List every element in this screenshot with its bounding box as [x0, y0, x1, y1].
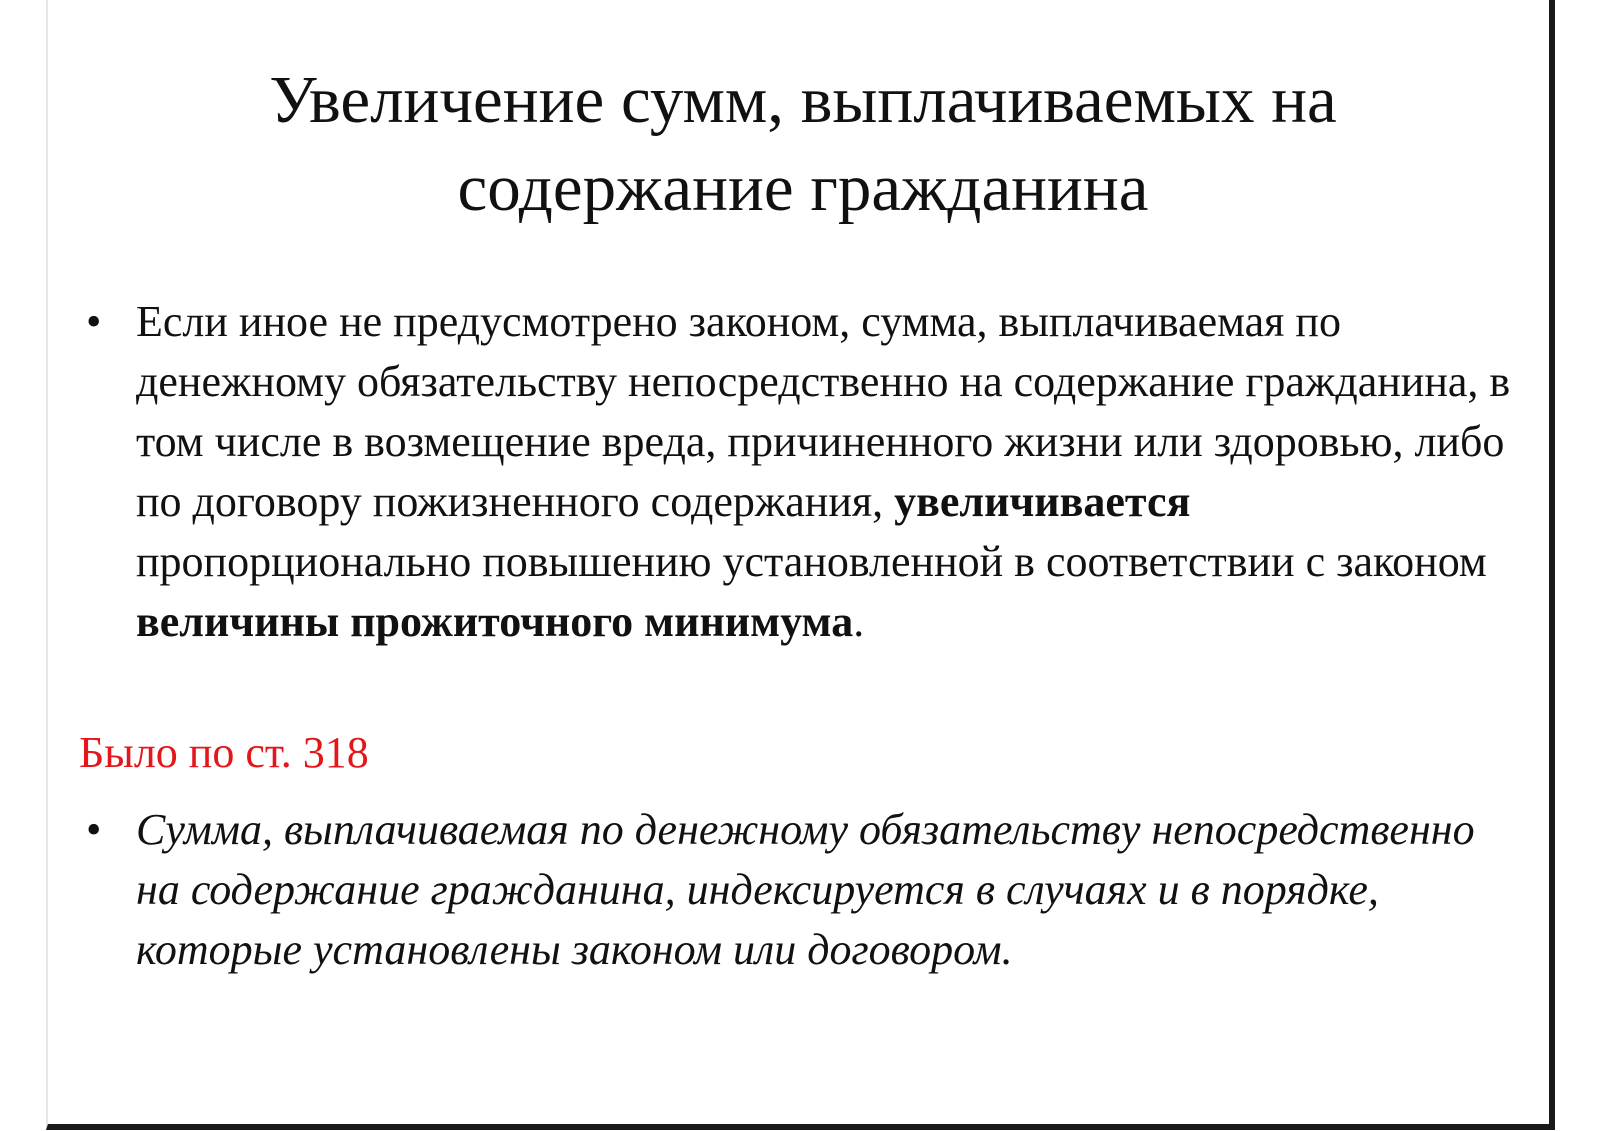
- slide-title-line-2: содержание гражданина: [457, 151, 1149, 225]
- bullet-marker: •: [86, 297, 102, 346]
- old-rule-text: Сумма, выплачиваемая по денежному обязательству непосредственно на содержание гражданина, индексируется в случаях и в порядке, которые установлены законом или договором.: [136, 805, 1475, 974]
- bullet-new-rule: [86, 292, 1516, 652]
- new-rule-text-part-1: Если иное не предусмотрено законом, сумма, выплачиваемая по денежному обязательству непосредственно на содержание гражданина, в том числе в возмещение вреда, причиненного жизни или здоровью, либо по договору пожизненного содержания,: [136, 297, 1511, 526]
- slide-title-line-1: Увеличение сумм, выплачиваемых на: [269, 63, 1337, 137]
- bullet-marker: •: [86, 805, 102, 854]
- slide-title: [108, 56, 1498, 232]
- new-rule-bold-increases: увеличивается: [894, 477, 1191, 526]
- new-rule-text-part-2: пропорционально повышению установленной в соответствии с законом: [136, 537, 1487, 586]
- new-rule-bold-subsistence-minimum: величины прожиточного минимума: [136, 597, 854, 646]
- slide: [46, 0, 1555, 1130]
- new-rule-text-part-3: .: [853, 597, 865, 646]
- old-article-label: Было по ст. 318: [79, 728, 369, 777]
- bullet-old-rule: [86, 800, 1516, 980]
